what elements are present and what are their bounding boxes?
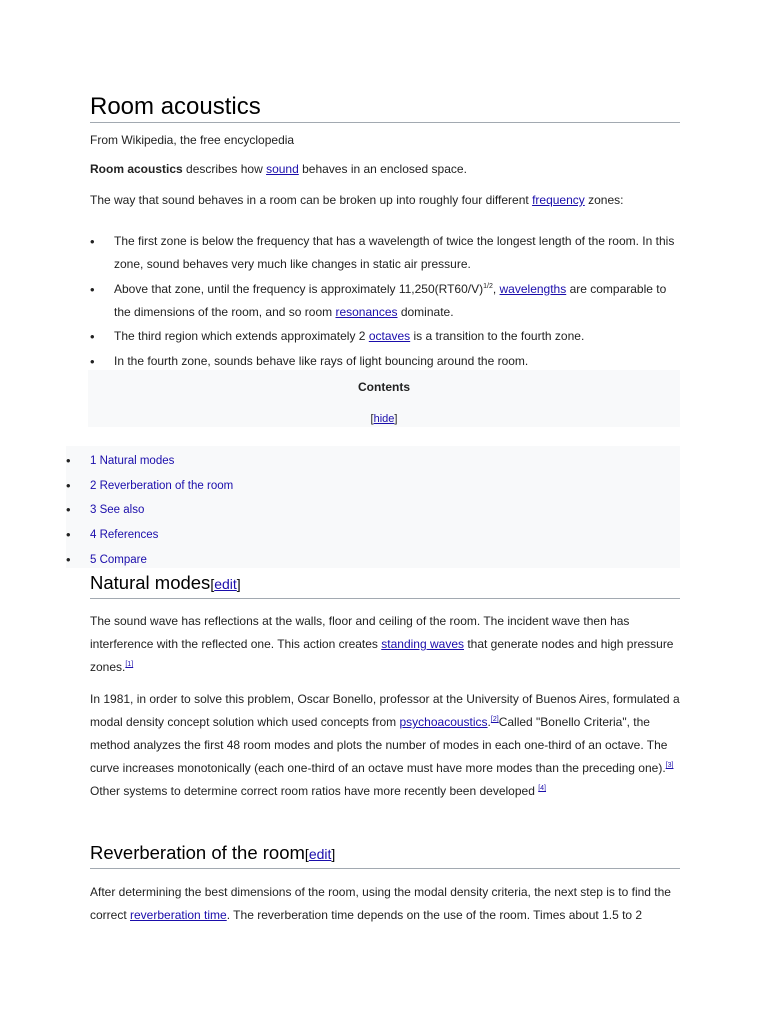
zone-2-text: dominate. — [397, 304, 454, 319]
link-sound[interactable]: sound — [266, 162, 299, 176]
zone-4-text: In the fourth zone, sounds behave like rays of light bouncing around the room. — [114, 353, 529, 368]
toc-link-compare[interactable]: 5 Compare — [90, 553, 147, 566]
edit-link[interactable]: edit — [308, 846, 332, 862]
toc-toggle — [88, 413, 680, 425]
section-heading-text: Reverberation of the room — [90, 842, 305, 863]
reference-link[interactable]: [4] — [538, 785, 547, 792]
intro-paragraph — [90, 158, 680, 181]
tagline: From Wikipedia, the free encyclopedia — [90, 133, 295, 147]
bracket: [ — [370, 413, 374, 425]
superscript: 1/2 — [483, 282, 493, 290]
toc-item — [66, 471, 680, 496]
zones-intro-text: The way that sound behaves in a room can be broken up into roughly four different — [90, 193, 533, 207]
zone-1-text: The first zone is below the frequency that has a wavelength of twice the longest length of the room. In this zone, sound behaves very much like changes in static air pressure. — [114, 234, 675, 271]
link-frequency[interactable]: frequency — [532, 193, 585, 207]
reference-link[interactable]: [1] — [125, 661, 134, 668]
toc-item — [66, 495, 680, 520]
natural-modes-paragraph-2 — [90, 688, 680, 803]
paragraph-text: After determining the best dimensions of the room, using the modal density criteria, the next step is to find the correct — [90, 885, 671, 922]
edit-section — [210, 576, 240, 592]
zone-2-text: are comparable to the dimensions of the room, and so room — [114, 281, 667, 319]
link-wavelengths[interactable]: wavelengths — [499, 281, 567, 296]
toc-link-reverberation[interactable]: 2 Reverberation of the room — [90, 479, 234, 492]
link-reverberation-time[interactable]: reverberation time — [130, 908, 227, 922]
link-octaves[interactable]: octaves — [368, 329, 411, 343]
paragraph-text: In 1981, in order to solve this problem, Oscar Bonello, professor at the University of Buenos Aires, formulated a modal density concept solution which used concepts from — [90, 692, 680, 729]
list-item — [90, 230, 680, 276]
paragraph-text: Called "Bonello Criteria", the method analyzes the first 48 room modes and plots the number of modes in each one-third of an octave. The curve increases monotonically (each one-third of an octave must have more modes than the preceding one). — [90, 715, 668, 775]
toc-link-see-also[interactable]: 3 See also — [90, 504, 145, 517]
zone-3-text: The third region which extends approximately 2 — [114, 329, 369, 343]
zone-2-text: Above that zone, until the frequency is approximately 11,250(RT60/V) — [114, 281, 484, 296]
bracket: ] — [331, 846, 336, 862]
natural-modes-paragraph-1 — [90, 610, 680, 679]
link-standing-waves[interactable]: standing waves — [381, 637, 464, 651]
toc-list — [66, 446, 680, 568]
zones-intro-text: zones: — [584, 193, 624, 207]
intro-text: behaves in an enclosed space. — [298, 162, 467, 176]
toc-item — [66, 446, 680, 471]
list-item — [90, 278, 680, 324]
reference-link[interactable]: [3] — [665, 762, 674, 769]
paragraph-text: . The reverberation time depends on the use of the room. Times about 1.5 to 2 — [226, 908, 643, 922]
paragraph-text: Other systems to determine correct room ratios have more recently been developed — [90, 784, 539, 798]
toc-title: Contents — [358, 380, 410, 394]
edit-section — [305, 846, 335, 862]
bracket: ] — [394, 413, 398, 425]
bracket: [ — [304, 846, 309, 862]
zone-3-text: is a transition to the fourth zone. — [410, 329, 585, 343]
zones-intro-paragraph — [90, 189, 680, 212]
paragraph-text: that generate nodes and high pressure zones. — [90, 637, 674, 674]
intro-text: describes how — [182, 162, 267, 176]
link-psychoacoustics[interactable]: psychoacoustics — [399, 715, 488, 729]
toc-hide-link[interactable]: hide — [373, 413, 395, 425]
paragraph-text: The sound wave has reflections at the walls, floor and ceiling of the room. The incident wave then has interference with the reflected one. This action creates — [90, 614, 630, 651]
page-title: Room acoustics — [90, 92, 680, 123]
zone-2-text: , — [492, 281, 500, 296]
paragraph-text: . — [487, 715, 491, 729]
bracket: ] — [236, 576, 241, 592]
section-heading-natural-modes — [90, 571, 680, 599]
bracket: [ — [210, 576, 215, 592]
reference-link[interactable]: [2] — [490, 716, 499, 723]
section-heading-reverberation — [90, 841, 680, 869]
toc-item — [66, 545, 680, 570]
toc-item — [66, 520, 680, 545]
section-heading-text: Natural modes — [90, 572, 211, 593]
edit-link[interactable]: edit — [214, 576, 237, 592]
intro-bold-term: Room acoustics — [90, 162, 183, 176]
toc-link-natural-modes[interactable]: 1 Natural modes — [90, 455, 175, 467]
zones-list — [90, 230, 680, 374]
list-item — [90, 325, 680, 348]
toc-header — [88, 370, 680, 427]
toc-link-references[interactable]: 4 References — [90, 529, 159, 542]
link-resonances[interactable]: resonances — [335, 304, 398, 319]
reverberation-paragraph — [90, 881, 680, 927]
